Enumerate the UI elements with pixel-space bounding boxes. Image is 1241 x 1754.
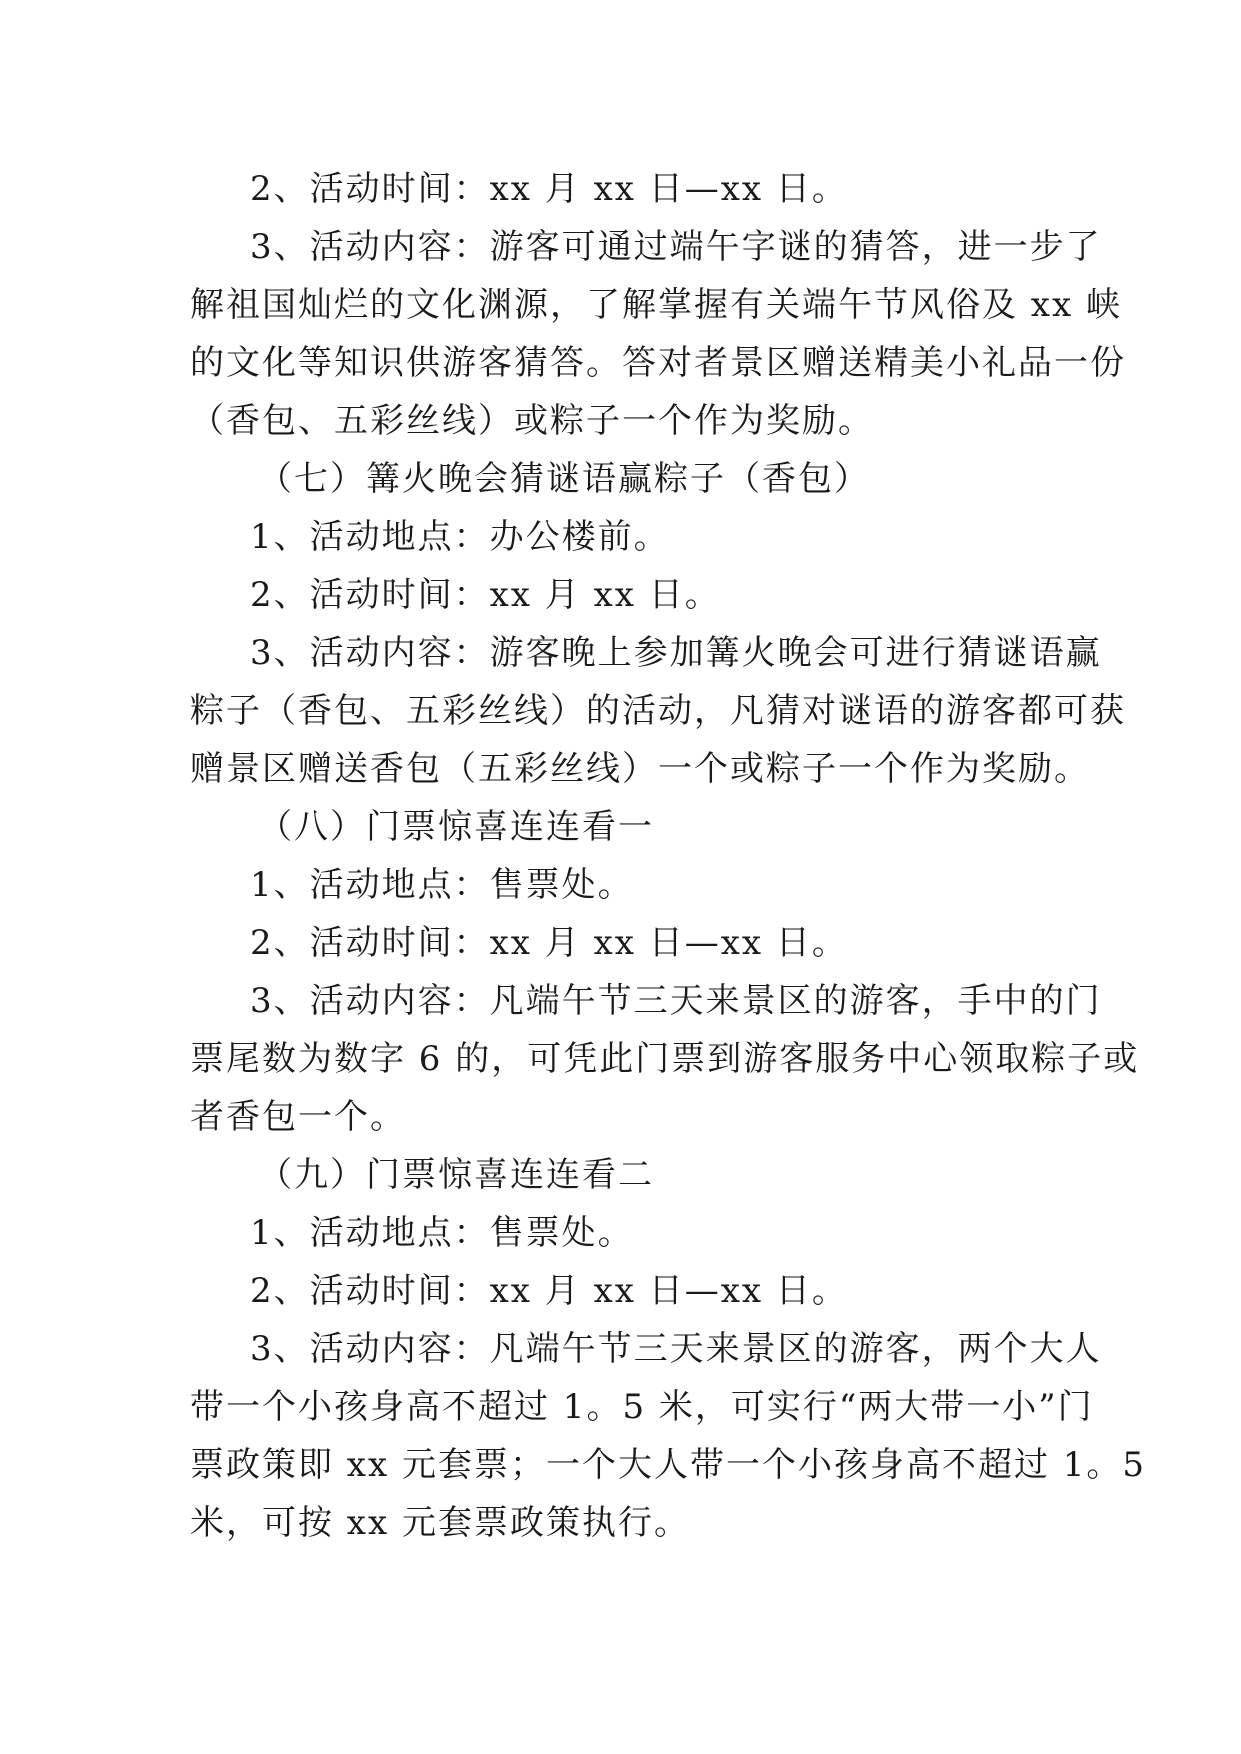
text-line: 票政策即 xx 元套票；一个大人带一个小孩身高不超过 1。5	[190, 1445, 1147, 1485]
section-heading: （七）篝火晚会猜谜语赢粽子（香包）	[258, 459, 870, 499]
text-line: 3、活动内容：凡端午节三天来景区的游客，手中的门	[250, 981, 1102, 1021]
text-line: 2、活动时间：xx 月 xx 日—xx 日。	[250, 1271, 848, 1311]
text-line: 解祖国灿烂的文化渊源，了解掌握有关端午节风俗及 xx 峡	[190, 285, 1122, 325]
section-heading: （九）门票惊喜连连看二	[258, 1155, 654, 1195]
text-line: 2、活动时间：xx 月 xx 日—xx 日。	[250, 169, 848, 209]
text-line: 1、活动地点：办公楼前。	[250, 517, 670, 557]
text-line: 3、活动内容：游客晚上参加篝火晚会可进行猜谜语赢	[250, 633, 1102, 673]
text-line: 赠景区赠送香包（五彩丝线）一个或粽子一个作为奖励。	[190, 749, 1090, 789]
section-heading: （八）门票惊喜连连看一	[258, 807, 654, 847]
text-line: 1、活动地点：售票处。	[250, 1213, 634, 1253]
text-line: 1、活动地点：售票处。	[250, 865, 634, 905]
text-line: 者香包一个。	[190, 1097, 406, 1137]
text-line: 带一个小孩身高不超过 1。5 米，可实行“两大带一小”门	[190, 1387, 1094, 1427]
text-line: 3、活动内容：凡端午节三天来景区的游客，两个大人	[250, 1329, 1102, 1369]
document-page	[190, 160, 1147, 1552]
text-line: 粽子（香包、五彩丝线）的活动，凡猜对谜语的游客都可获	[190, 691, 1126, 731]
text-line: 米，可按 xx 元套票政策执行。	[190, 1503, 690, 1543]
text-line: 票尾数为数字 6 的，可凭此门票到游客服务中心领取粽子或	[190, 1039, 1140, 1079]
text-line: （香包、五彩丝线）或粽子一个作为奖励。	[190, 401, 874, 441]
text-line: 的文化等知识供游客猜答。答对者景区赠送精美小礼品一份	[190, 343, 1126, 383]
text-line: 3、活动内容：游客可通过端午字谜的猜答，进一步了	[250, 227, 1102, 267]
text-line: 2、活动时间：xx 月 xx 日—xx 日。	[250, 923, 848, 963]
text-line: 2、活动时间：xx 月 xx 日。	[250, 575, 721, 615]
